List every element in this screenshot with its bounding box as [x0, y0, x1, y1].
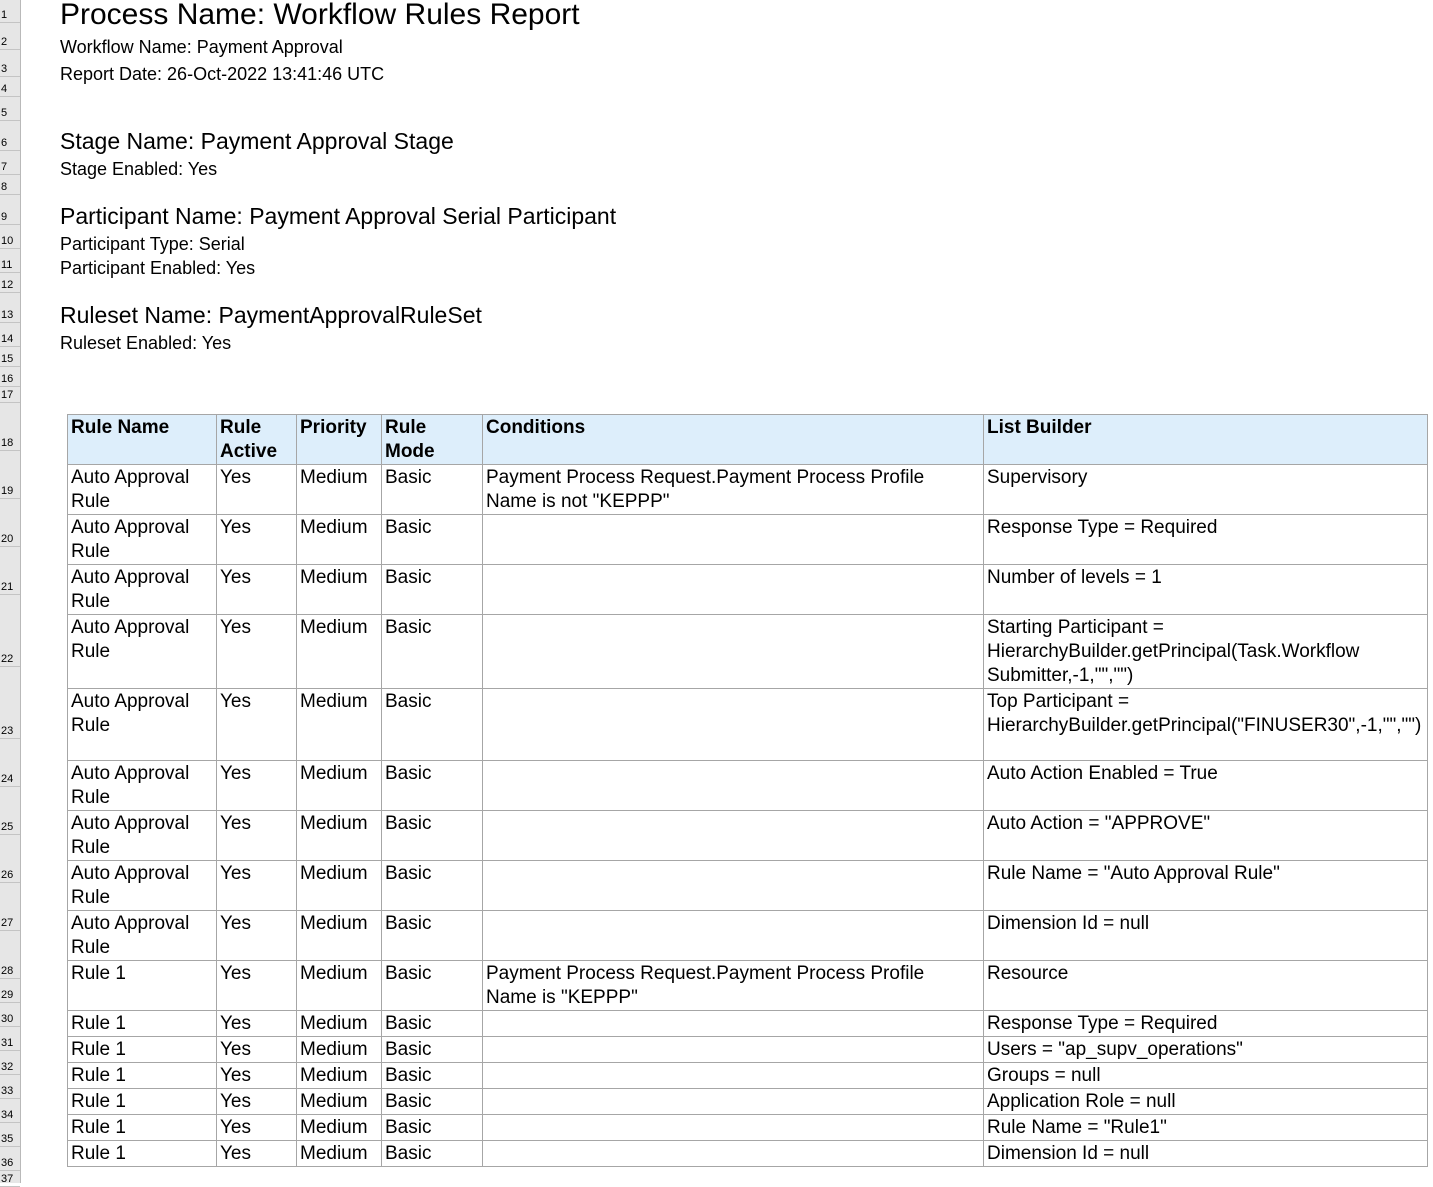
rule-mode-cell: Basic [382, 515, 483, 565]
rule-active-cell: Yes [217, 1011, 297, 1037]
row-number: 22 [0, 595, 20, 667]
priority-cell: Medium [297, 861, 382, 911]
rule-active-cell: Yes [217, 1141, 297, 1167]
ruleset-enabled: Ruleset Enabled: Yes [60, 333, 232, 353]
rule-mode-cell: Basic [382, 911, 483, 961]
table-header-row [68, 415, 1428, 465]
conditions-cell [483, 1089, 984, 1115]
rule-active-cell: Yes [217, 1115, 297, 1141]
conditions-cell [483, 1141, 984, 1167]
conditions-cell [483, 565, 984, 615]
priority-cell: Medium [297, 615, 382, 689]
row-number: 29 [0, 979, 20, 1003]
table-row [68, 1063, 1428, 1089]
table-row [68, 465, 1428, 515]
rule-mode-cell: Basic [382, 1063, 483, 1089]
table-row [68, 565, 1428, 615]
list-builder-cell: Response Type = Required [984, 515, 1428, 565]
list-builder-cell: Dimension Id = null [984, 911, 1428, 961]
rule-name-cell: Rule 1 [68, 1115, 217, 1141]
row-number: 3 [0, 50, 20, 77]
rule-active-cell: Yes [217, 761, 297, 811]
rule-active-cell: Yes [217, 1089, 297, 1115]
row-number: 33 [0, 1075, 20, 1099]
rule-mode-cell: Basic [382, 1115, 483, 1141]
row-number: 9 [0, 195, 20, 225]
table-row [68, 761, 1428, 811]
rule-name-cell: Auto Approval Rule [68, 515, 217, 565]
priority-cell: Medium [297, 1063, 382, 1089]
list-builder-cell: Application Role = null [984, 1089, 1428, 1115]
row-number: 31 [0, 1027, 20, 1051]
list-builder-cell: Resource [984, 961, 1428, 1011]
priority-cell: Medium [297, 465, 382, 515]
rule-mode-cell: Basic [382, 1141, 483, 1167]
participant-type: Participant Type: Serial [60, 234, 245, 254]
table-row [68, 515, 1428, 565]
row-number: 28 [0, 931, 20, 979]
rule-mode-cell: Basic [382, 811, 483, 861]
row-number: 11 [0, 249, 20, 273]
rule-active-cell: Yes [217, 861, 297, 911]
stage-enabled: Stage Enabled: Yes [60, 159, 218, 179]
row-number: 15 [0, 347, 20, 367]
list-builder-cell: Supervisory [984, 465, 1428, 515]
conditions-cell [483, 761, 984, 811]
conditions-cell [483, 689, 984, 761]
ruleset-name: Ruleset Name: PaymentApprovalRuleSet [60, 302, 482, 328]
column-header: Rule Active [217, 415, 297, 465]
conditions-cell [483, 1063, 984, 1089]
row-number: 10 [0, 225, 20, 249]
row-number: 12 [0, 273, 20, 293]
participant-enabled: Participant Enabled: Yes [60, 258, 256, 278]
row-number: 35 [0, 1123, 20, 1147]
row-number: 6 [0, 121, 20, 151]
priority-cell: Medium [297, 911, 382, 961]
rule-active-cell: Yes [217, 565, 297, 615]
report-date: Report Date: 26-Oct-2022 13:41:46 UTC [60, 64, 385, 84]
list-builder-cell: Starting Participant = HierarchyBuilder.getPrincipal(Task.Workflow Submitter,-1,"","") [984, 615, 1428, 689]
list-builder-cell: Response Type = Required [984, 1011, 1428, 1037]
rule-active-cell: Yes [217, 615, 297, 689]
rule-mode-cell: Basic [382, 1037, 483, 1063]
rule-active-cell: Yes [217, 911, 297, 961]
column-header: Rule Mode [382, 415, 483, 465]
priority-cell: Medium [297, 1037, 382, 1063]
priority-cell: Medium [297, 811, 382, 861]
list-builder-cell: Rule Name = "Rule1" [984, 1115, 1428, 1141]
column-header: List Builder [984, 415, 1428, 465]
priority-cell: Medium [297, 689, 382, 761]
table-row [68, 1011, 1428, 1037]
table-row [68, 911, 1428, 961]
conditions-cell [483, 515, 984, 565]
rule-name-cell: Rule 1 [68, 1063, 217, 1089]
list-builder-cell: Auto Action Enabled = True [984, 761, 1428, 811]
list-builder-cell: Dimension Id = null [984, 1141, 1428, 1167]
rule-active-cell: Yes [217, 1037, 297, 1063]
row-number: 34 [0, 1099, 20, 1123]
rule-mode-cell: Basic [382, 961, 483, 1011]
rule-active-cell: Yes [217, 961, 297, 1011]
row-number: 2 [0, 23, 20, 50]
rules-table [67, 414, 1428, 1167]
list-builder-cell: Number of levels = 1 [984, 565, 1428, 615]
column-header: Rule Name [68, 415, 217, 465]
row-number: 36 [0, 1147, 20, 1171]
row-number: 37 [0, 1171, 20, 1187]
row-number: 26 [0, 835, 20, 883]
rule-name-cell: Rule 1 [68, 1141, 217, 1167]
rule-name-cell: Auto Approval Rule [68, 615, 217, 689]
row-number: 8 [0, 175, 20, 195]
row-number: 4 [0, 77, 20, 97]
list-builder-cell: Users = "ap_supv_operations" [984, 1037, 1428, 1063]
list-builder-cell: Top Participant = HierarchyBuilder.getPrincipal("FINUSER30",-1,"","") [984, 689, 1428, 761]
rule-name-cell: Auto Approval Rule [68, 565, 217, 615]
row-number: 14 [0, 323, 20, 347]
row-number: 20 [0, 499, 20, 547]
list-builder-cell: Auto Action = "APPROVE" [984, 811, 1428, 861]
table-row [68, 1037, 1428, 1063]
priority-cell: Medium [297, 761, 382, 811]
rule-name-cell: Auto Approval Rule [68, 811, 217, 861]
row-number: 19 [0, 451, 20, 499]
rule-active-cell: Yes [217, 1063, 297, 1089]
row-number: 1 [0, 0, 20, 23]
process-name-title: Process Name: Workflow Rules Report [60, 0, 580, 31]
row-number: 24 [0, 739, 20, 787]
rule-active-cell: Yes [217, 689, 297, 761]
stage-name: Stage Name: Payment Approval Stage [60, 128, 454, 154]
rule-active-cell: Yes [217, 811, 297, 861]
row-number: 27 [0, 883, 20, 931]
rule-mode-cell: Basic [382, 861, 483, 911]
rule-mode-cell: Basic [382, 565, 483, 615]
table-row [68, 861, 1428, 911]
conditions-cell [483, 1037, 984, 1063]
list-builder-cell: Rule Name = "Auto Approval Rule" [984, 861, 1428, 911]
priority-cell: Medium [297, 565, 382, 615]
row-number: 16 [0, 367, 20, 387]
rule-mode-cell: Basic [382, 1089, 483, 1115]
priority-cell: Medium [297, 1089, 382, 1115]
conditions-cell [483, 1011, 984, 1037]
row-number: 23 [0, 667, 20, 739]
rule-mode-cell: Basic [382, 615, 483, 689]
rule-name-cell: Rule 1 [68, 1011, 217, 1037]
rule-name-cell: Rule 1 [68, 961, 217, 1011]
priority-cell: Medium [297, 1011, 382, 1037]
rule-active-cell: Yes [217, 465, 297, 515]
priority-cell: Medium [297, 1115, 382, 1141]
table-row [68, 1115, 1428, 1141]
table-row [68, 1089, 1428, 1115]
rule-name-cell: Auto Approval Rule [68, 911, 217, 961]
rule-name-cell: Rule 1 [68, 1089, 217, 1115]
conditions-cell [483, 861, 984, 911]
conditions-cell [483, 1115, 984, 1141]
conditions-cell: Payment Process Request.Payment Process Profile Name is not "KEPPP" [483, 465, 984, 515]
conditions-cell [483, 811, 984, 861]
rule-active-cell: Yes [217, 515, 297, 565]
participant-name: Participant Name: Payment Approval Serial Participant [60, 203, 617, 229]
column-header: Priority [297, 415, 382, 465]
workflow-name: Workflow Name: Payment Approval [60, 37, 343, 57]
row-number: 32 [0, 1051, 20, 1075]
conditions-cell [483, 911, 984, 961]
column-header: Conditions [483, 415, 984, 465]
rule-name-cell: Auto Approval Rule [68, 465, 217, 515]
rule-name-cell: Auto Approval Rule [68, 689, 217, 761]
table-row [68, 811, 1428, 861]
rule-mode-cell: Basic [382, 1011, 483, 1037]
rule-mode-cell: Basic [382, 761, 483, 811]
table-row [68, 1141, 1428, 1167]
priority-cell: Medium [297, 515, 382, 565]
row-number: 5 [0, 97, 20, 121]
table-row [68, 689, 1428, 761]
list-builder-cell: Groups = null [984, 1063, 1428, 1089]
rule-name-cell: Auto Approval Rule [68, 861, 217, 911]
rule-mode-cell: Basic [382, 465, 483, 515]
row-number: 17 [0, 387, 20, 403]
row-number: 30 [0, 1003, 20, 1027]
table-row [68, 615, 1428, 689]
row-number: 21 [0, 547, 20, 595]
row-number: 7 [0, 151, 20, 175]
rule-name-cell: Auto Approval Rule [68, 761, 217, 811]
row-number: 25 [0, 787, 20, 835]
priority-cell: Medium [297, 961, 382, 1011]
table-row [68, 961, 1428, 1011]
rule-name-cell: Rule 1 [68, 1037, 217, 1063]
conditions-cell [483, 615, 984, 689]
priority-cell: Medium [297, 1141, 382, 1167]
row-number: 13 [0, 293, 20, 323]
rule-mode-cell: Basic [382, 689, 483, 761]
row-number: 18 [0, 403, 20, 451]
conditions-cell: Payment Process Request.Payment Process Profile Name is "KEPPP" [483, 961, 984, 1011]
